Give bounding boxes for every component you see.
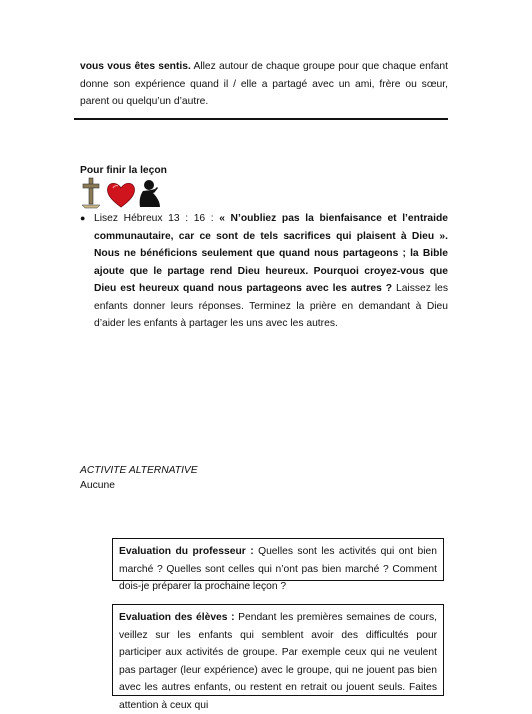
praying-child-icon — [140, 180, 160, 207]
alternative-body: Aucune — [80, 480, 115, 491]
heart-icon — [108, 183, 135, 207]
bullet-rest: Laissez les enfants donner leurs réponses. Terminez la prière en demandant à Dieu d’aider les enfants à partager les uns avec les autres. — [94, 283, 448, 329]
bullet-text — [94, 210, 448, 333]
section-divider — [74, 118, 448, 120]
teacher-evaluation-box — [112, 538, 444, 592]
bullet-bold-quote: « N’oubliez pas la bienfaisance et l’entraide communautaire, car ce sont de tels sacrifices qui plaisent à Dieu ». Nous ne bénéficions seulement que quand nous partageons ; la Bible ajoute que le partage rend Dieu heureux. Pourquoi croyez-vous que Dieu est heureux quand nous partageons avec les autres ? — [94, 213, 448, 294]
bullet-lead: Lisez Hébreux 13 : 16 : — [94, 213, 220, 224]
teacher-eval-label: Evaluation du professeur : — [119, 546, 254, 557]
student-eval-label: Evaluation des élèves : — [119, 612, 235, 623]
closing-icons — [80, 177, 170, 209]
teacher-eval-text: Quelles sont les activités qui ont bien marché ? Quelles sont celles qui n’ont pas bien marché ? Comment dois-je préparer la prochaine leçon ? — [119, 546, 437, 592]
cross-icon — [82, 178, 100, 208]
intro-bold-lead: vous vous êtes sentis. — [80, 61, 191, 72]
alternative-title: ACTIVITE ALTERNATIVE — [80, 465, 198, 476]
bullet-dot: ● — [80, 213, 86, 223]
closing-title: Pour finir la leçon — [80, 165, 167, 176]
intro-paragraph — [80, 58, 448, 111]
student-eval-text: Pendant les premières semaines de cours, veillez sur les enfants qui semblent avoir des difficultés pour participer aux activités de groupe. Par exemple ceux qui ne veulent pas partager (leur expérience) avec le groupe, qui ne jouent pas bien avec les autres enfants, ou restent en retrait ou jouent seuls. Faites attention à ceux qui — [119, 612, 437, 711]
intro-text: Allez autour de chaque groupe pour que chaque enfant donne son expérience quand il / elle a partagé avec un ami, frère ou sœur, parent ou quelqu’un d’autre. — [80, 61, 448, 107]
student-evaluation-box — [112, 604, 444, 711]
